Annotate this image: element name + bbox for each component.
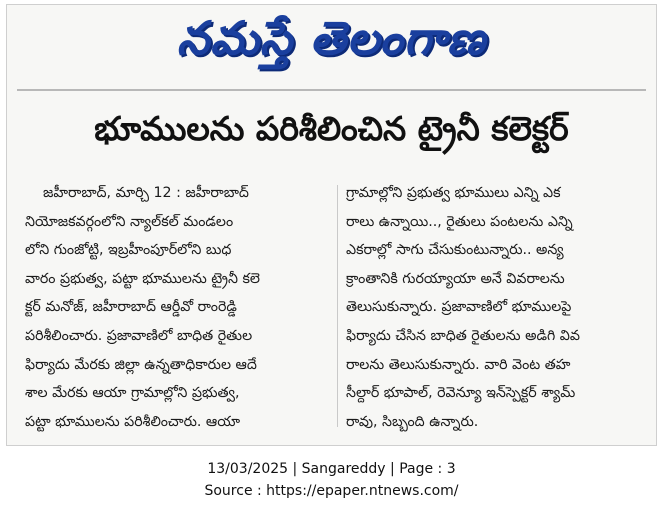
masthead-divider: [17, 89, 646, 91]
article-line: లోని గుంజోట్టి, ఇబ్రహీంపూర్‌లోని బుధ: [25, 242, 232, 259]
article-line: క్రాంతానికి గురయ్యాయా అనే వివరాలను: [346, 270, 565, 287]
article-line: పరిశీలించారు. ప్రజావాణిలో బాధిత రైతుల: [25, 327, 253, 344]
article-line: రావు, సిబ్బంది ఉన్నారు.: [346, 413, 479, 430]
article-line: పట్టా భూములను పరిశీలించారు. ఆయా: [25, 413, 241, 430]
article-line: గ్రామాల్లోని ప్రభుత్వ భూములు ఎన్ని ఎక: [346, 185, 561, 201]
article-headline: భూములను పరిశీలించిన ట్రైనీ కలెక్టర్: [94, 109, 569, 148]
footer-date-edition: 13/03/2025 | Sangareddy | Page : 3: [207, 461, 456, 477]
newspaper-clipping: [6, 4, 657, 446]
column-divider: [337, 185, 338, 427]
masthead-logo: నమస్తే తెలంగాణ: [176, 11, 487, 65]
article-column-left: [25, 179, 315, 436]
article-line: తెలుసుకున్నారు. ప్రజావాణిలో భూములపై: [346, 299, 572, 316]
article-line: ఎకరాల్లో సాగు చేసుకుంటున్నారు.. అన్య: [346, 242, 564, 259]
article-line: రాలను తెలుసుకున్నారు. వారి వెంట తహ: [346, 356, 571, 373]
article-line: శాల మేరకు ఆయా గ్రామాల్లోని ప్రభుత్వ,: [25, 385, 240, 402]
article-line: క్టర్ మనోజ్, జహీరాబాద్ ఆర్డీవో రాంరెడ్డి: [25, 299, 237, 316]
article-line: నియోజకవర్గంలోని న్యాల్‌కల్ మండలం: [25, 213, 234, 230]
masthead: [7, 5, 656, 83]
article-line: వారం ప్రభుత్వ, పట్టా భూములను ట్రైనీ కలె: [25, 270, 260, 287]
article-column-right: [346, 179, 636, 436]
article-line: సీల్దార్ భూపాల్, రెవెన్యూ ఇన్‌స్పెక్టర్ శ్యామ్: [346, 385, 576, 402]
footer-source: Source : https://epaper.ntnews.com/: [204, 483, 459, 499]
article-line: జహీరాబాద్, మార్చి 12 : జహీరాబాద్: [43, 185, 249, 201]
article-line: ఫిర్యాదు చేసిన బాధిత రైతులను అడిగి వివ: [346, 327, 580, 344]
article-line: రాలు ఉన్నాయి.., రైతులు పంటలను ఎన్ని: [346, 213, 573, 230]
article-line: ఫిర్యాదు మేరకు జిల్లా ఉన్నతాధికారుల ఆదే: [25, 356, 257, 373]
